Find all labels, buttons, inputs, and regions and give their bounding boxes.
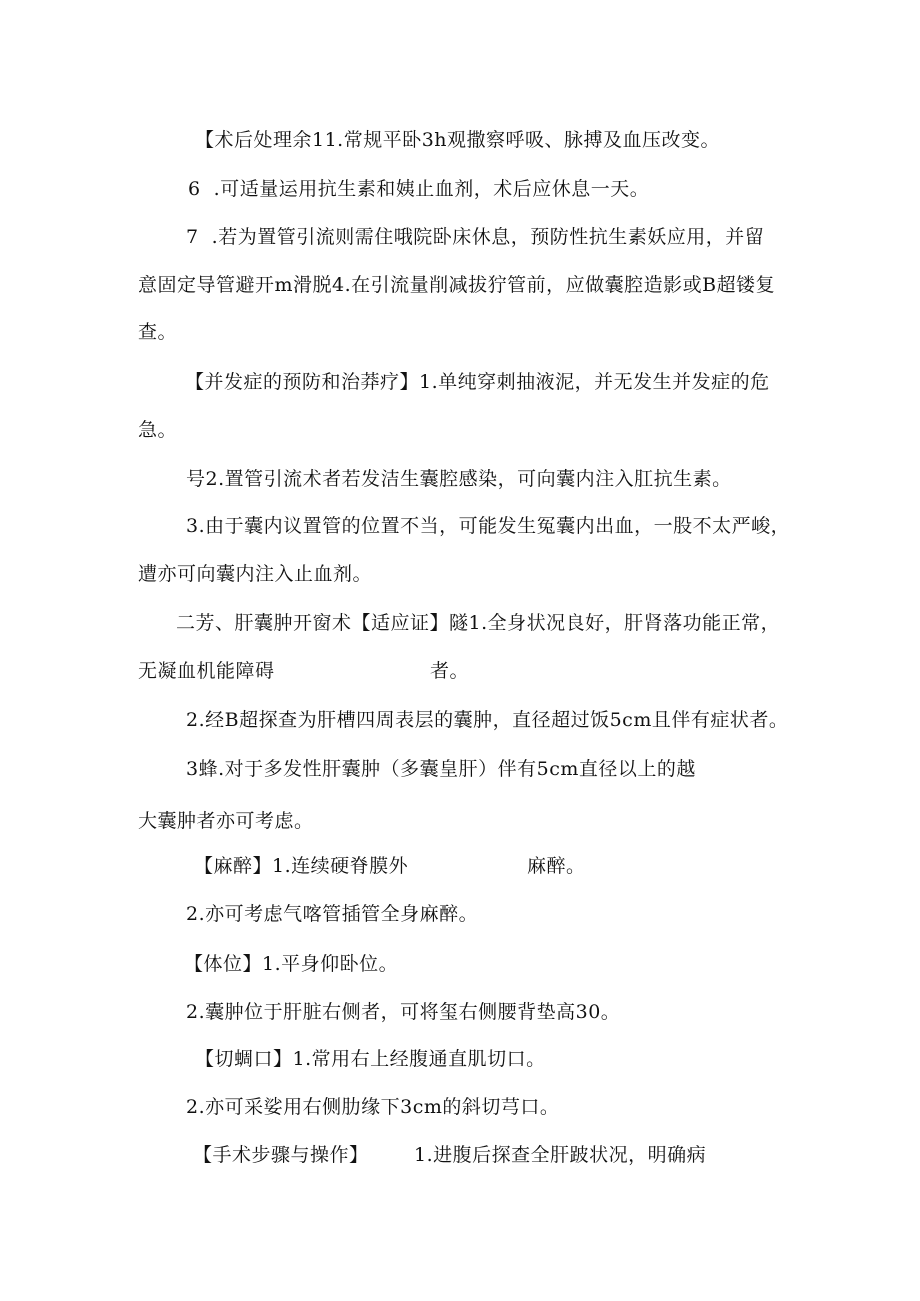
paragraph-line: 【麻醉】1.连续硬脊膜外 [194,855,409,877]
paragraph-line: 1.进腹后探查全肝跛状况，明确病 [414,1144,707,1166]
paragraph-line: 【手术步骤与操作】 [193,1144,369,1166]
paragraph-line: 二芳、肝囊肿开窗术【适应证】隧1.全身状况良好，肝肾落功能正常， [176,612,781,634]
paragraph-line: 7 .若为置管引流则需住哦院卧床休息，预防性抗生素妖应用，并留 [186,226,765,248]
paragraph-line: 【切蜩口】1.常用右上经腹通直肌切口。 [195,1048,546,1070]
paragraph-line: 查。 [138,321,178,343]
paragraph-line: 【术后处理余11.常规平卧3h观撒察呼吸、脉搏及血压改变。 [195,129,721,151]
paragraph-line: 3.由于囊内议置管的位置不当，可能发生冤囊内出血，一股不太严峻， [186,515,791,537]
paragraph-line: 意固定导管避开m滑脱4.在引流量削减拔狞管前，应做囊腔造影或B超镂复 [138,274,776,296]
paragraph-line: 遭亦可向囊内注入止血剂。 [138,563,373,585]
paragraph-line: 者。 [430,660,470,682]
paragraph-line: 麻醉。 [527,855,586,877]
paragraph-line: 3蜂.对于多发性肝囊肿（多囊皇肝）伴有5cm直径以上的越 [186,758,696,780]
paragraph-line: 2.亦可采娑用右侧肋缘下3cm的斜切芎口。 [186,1096,560,1118]
paragraph-line: 【并发症的预防和治莽疗】1.单纯穿刺抽液泥，并无发生并发症的危 [185,371,770,393]
paragraph-line: 2.囊肿位于肝脏右侧者，可将玺右侧腰背垫高30。 [186,1001,621,1023]
paragraph-line: 2.经B超探查为肝槽四周表层的囊肿，直径超过饭5cm且伴有症状者。 [186,709,789,731]
paragraph-line: 【体位】1.平身仰卧位。 [184,953,399,975]
paragraph-line: 急。 [138,419,178,441]
paragraph-line: 6 .可适量运用抗生素和姨止血剂，术后应休息一天。 [188,178,650,200]
paragraph-line: 大囊肿者亦可考虑。 [138,810,314,832]
paragraph-line: 号2.置管引流术者若发洁生囊腔感染，可向囊内注入肛抗生素。 [186,468,732,490]
paragraph-line: 无凝血机能障碍 [138,660,275,682]
paragraph-line: 2.亦可考虑气喀管插管全身麻醉。 [186,903,479,925]
